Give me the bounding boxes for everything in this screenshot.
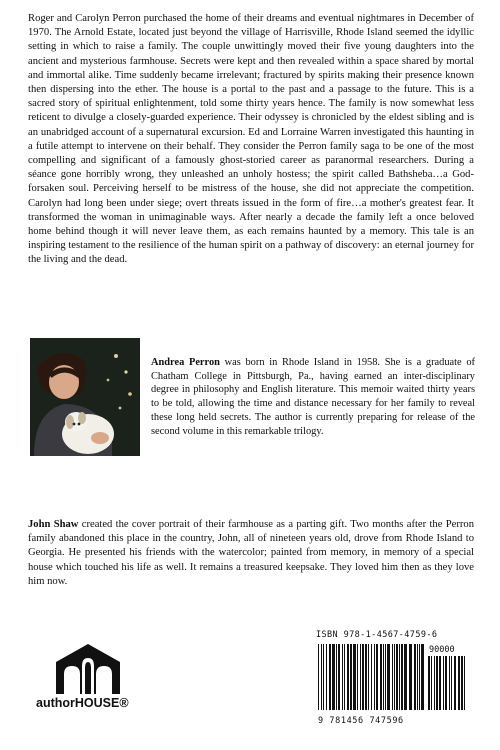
barcode-bar (392, 644, 393, 710)
barcode-bar (431, 656, 432, 710)
author-bio (151, 356, 475, 438)
barcode-bar (344, 644, 345, 710)
barcode-bar (326, 644, 327, 710)
barcode-bar (362, 644, 364, 710)
barcode-bar (385, 644, 386, 710)
barcode-bar (449, 656, 450, 710)
barcode-bar (409, 644, 412, 710)
barcode-bar (428, 656, 430, 710)
barcode-bar (321, 644, 322, 710)
barcode-bar (458, 656, 460, 710)
house-arches-icon (48, 640, 128, 696)
barcode-bar (380, 644, 382, 710)
barcode-bar (357, 644, 358, 710)
barcode-bar (360, 644, 361, 710)
cover-artist-note (28, 518, 474, 589)
barcode-bar (323, 644, 324, 710)
barcode-bar (347, 644, 349, 710)
publisher-logo (48, 640, 128, 696)
barcode-bar (434, 656, 435, 710)
barcode-bar (342, 644, 343, 710)
barcode-bar (329, 644, 331, 710)
book-description-text: Roger and Carolyn Perron purchased the home of their dreams and eventual nightmares in December of 1970. The Arnold Estate, located just beyond the village of Harrisville, Rhode Island seemed the idyllic setting in which to raise a family. The couple unwittingly moved their five young daughters into the ancient and mysterious farmhouse. Secrets were kept and then revealed within a space shared by mortal and immortal alike. Time suddenly became irrelevant; fractured by spirits making their presence known then dispersing into the ether. The house is a portal to the past and a passage to the future. This is a sacred story of spiritual enlightenment, told some thirty years hence. The family is now somewhat less reticent to divulge a closely-guarded experience. Their odyssey is chronicled by the eldest sibling and is an unabridged account of a supernatural excursion. Ed and Lorraine Warren investigated this haunting in a futile attempt to intervene on their behalf. They consider the Perron family saga to be one of the most compelling and significant of a famously ghost-storied career as paranormal researchers. During a séance gone horribly wrong, they unleashed an unholy hostess; the spirit called Bathsheba…a God-forsaken soul. Perceiving herself to be mistress of the house, she did not appreciate the competition. Carolyn had long been under siege; overt threats issued in the form of fire…a mother's greatest fear. It transformed the woman in unimaginable ways. After nearly a decade the family left a once beloved home behind though it will never leave them, as each remains haunted by a memory. This tale is an inspiring testament to the resilience of the human spirit on a pathway of discovery: an eternal journey for the living and the dead. (28, 13, 474, 266)
price-code: 90000 (429, 645, 455, 655)
barcode-bar (404, 644, 407, 710)
barcode-bar (443, 656, 444, 710)
author-name: Andrea Perron (151, 357, 220, 368)
barcode-bar (374, 644, 375, 710)
barcode-bar (365, 644, 367, 710)
barcode-bar (436, 656, 438, 710)
barcode-bar (383, 644, 384, 710)
barcode-bar (368, 644, 369, 710)
barcode-bar (338, 644, 340, 710)
artist-name: John Shaw (28, 519, 79, 530)
barcode-bar (454, 656, 456, 710)
book-description (28, 12, 474, 268)
barcode-bar (376, 644, 378, 710)
barcode-bar (451, 656, 452, 710)
barcode-bar (318, 644, 319, 710)
barcode-bar (421, 644, 424, 710)
barcode-bar (336, 644, 337, 710)
barcode-bar (401, 644, 403, 710)
barcode-bar (417, 644, 418, 710)
barcode-bar (464, 656, 465, 710)
author-bio-text: was born in Rhode Island in 1958. She is a graduate of Chatham College in Pittsburgh, Pa., having earned an inter-disciplinary degree in philosophy and English literature. This memoir waited thirty years to be told, allowing the time and distance necessary for her family to reveal these long held secrets. The author is currently preparing for release of the second volume in this remarkable trilogy. (151, 357, 476, 437)
barcode-bar (461, 656, 463, 710)
barcode-bar (332, 644, 335, 710)
barcode-digits: 9 781456 747596 (318, 716, 404, 726)
barcode-bar (371, 644, 372, 710)
author-photo-image (30, 338, 140, 456)
barcode-bar (350, 644, 352, 710)
barcode-bar (399, 644, 400, 710)
barcode-bar (387, 644, 390, 710)
barcode-bar (396, 644, 398, 710)
author-photo (30, 338, 140, 456)
barcode-bar (419, 644, 420, 710)
barcode-bar (445, 656, 447, 710)
publisher-name: authorHOUSE® (36, 696, 129, 710)
barcode-bar (353, 644, 356, 710)
barcode-bar (394, 644, 395, 710)
barcode-bar (439, 656, 441, 710)
barcode-bar (414, 644, 416, 710)
artist-note-text: created the cover portrait of their farmhouse as a parting gift. Two months after the Perron family abandoned this place in the country, John, all of nineteen years old, drove from Rhode Island to Georgia. He presented his friends with the watercolor; painted from memory, in memory of a special house which touched his life as well. It remains a treasured keepsake. They loved him then as they love him now. (28, 519, 474, 587)
isbn-label: ISBN 978-1-4567-4759-6 (316, 630, 438, 640)
